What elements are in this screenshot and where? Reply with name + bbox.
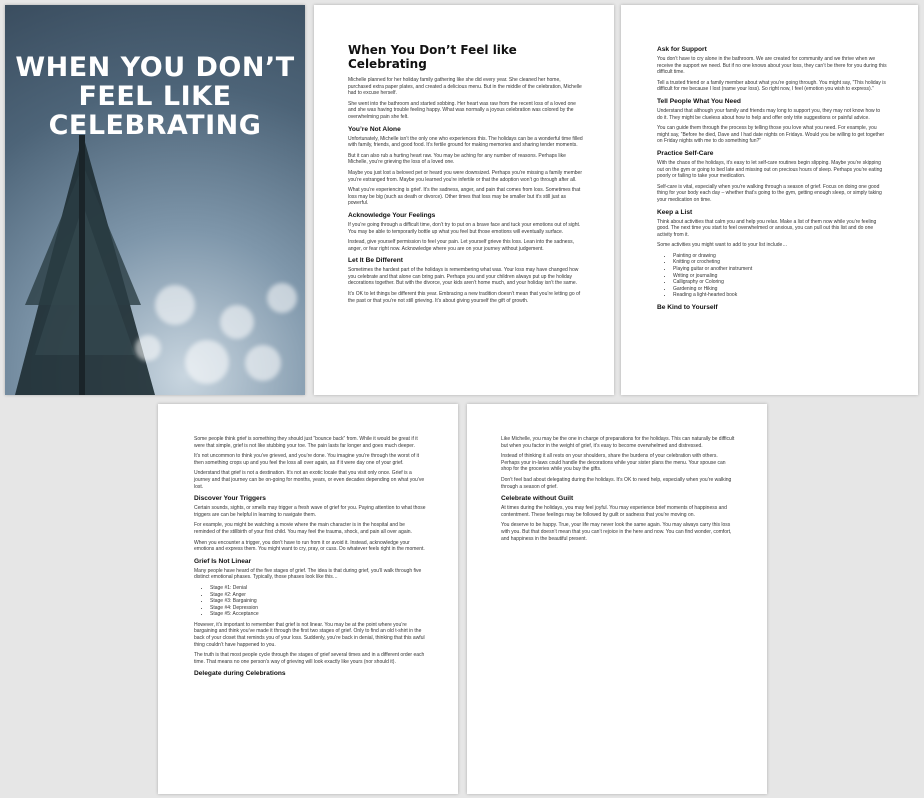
section-heading: You’re Not Alone <box>348 125 401 133</box>
paragraph: Think about activities that calm you and help you relax. Make a list of them now while you’re feeling good. The next time you start to feel overwhelmed or anxious, you can pull out this list and do one activity from it. <box>657 218 877 238</box>
list-item: • Writing or journaling <box>673 273 887 280</box>
cover-title: WHEN YOU DON’T FEEL LIKE CELEBRATING <box>15 52 295 141</box>
section-heading: Practice Self-Care <box>657 149 714 157</box>
paragraph: Understand that although your family and friends may long to support you, they may not know how to do it. They might be clueless about how to help and offer only trite suggestions or painful advice. <box>657 107 881 121</box>
section-heading: Acknowledge Your Feelings <box>348 211 436 219</box>
list-item: • Knitting or crocheting <box>673 259 887 266</box>
paragraph: With the chaos of the holidays, it’s easy to let self-care routines begin slipping. Maybe you’re skipping out on the gym or going to bed late and missing out on precious hours of sleep. Perhaps you’re eating poorly or failing to take your medication. <box>657 159 883 180</box>
paragraph: Maybe you just lost a beloved pet or heard you were downsized. Perhaps you’re missing a family member you’re estranged from. Maybe you learned you’re infertile or that the adoption won’t go through after all. <box>348 169 583 183</box>
paragraph: Instead of thinking it all rests on your shoulders, share the burdens of your celebration with others. Perhaps your in-laws could handle the decorations while your sister plans the menu. Your spouse can shop for the groceries while you buy the gifts. <box>501 453 726 473</box>
section-heading: Be Kind to Yourself <box>657 304 718 312</box>
paragraph: Self-care is vital, especially when you’re walking through a season of grief. Focus on doing one good thing for your body each day – whether that’s going to the gym, getting enough sleep, or simply taking your medication on time. <box>657 183 882 203</box>
page-1-body <box>348 77 584 304</box>
paragraph: It’s OK to let things be different this year. Embracing a new tradition doesn’t mean that you’re letting go of the past or that you’re not still grieving. It’s about giving yourself the gift of growth. <box>348 291 581 304</box>
paragraph: For example, you might be watching a movie where the main character is in the hospital and be reminded of the stillbirth of your first child. You may feel the trauma, shock, and pain all over again. <box>194 522 412 535</box>
list-item: • Stage #2: Anger <box>210 592 426 599</box>
list-item: • Calligraphy or Coloring <box>673 279 887 286</box>
paragraph: If you’re going through a difficult time, don’t try to put on a brave face and tuck your emotions out of sight. You may be able to temporarily bottle up what you feel but those emotions will eventually surface. <box>348 221 581 235</box>
page-2 <box>621 5 918 395</box>
list-item: • Playing guitar or another instrument <box>673 266 887 273</box>
paragraph: The truth is that most people cycle through the stages of grief several times and in a different order each time. That means no one person’s way of grieving will look exactly like yours (nor should it). <box>194 652 425 665</box>
paragraph: Understand that grief is not a destination. It’s not an exotic locale that you visit only once. Grief is a journey and that journey can be on-going for months, years, or even decades depending on what you’ve lost. <box>194 470 425 490</box>
paragraph: But it can also rub a hurting heart raw. You may be aching for any number of reasons. Perhaps like Michelle, you’re grieving the loss of a loved one. <box>348 152 566 166</box>
paragraph: She went into the bathroom and started sobbing. Her heart was raw from the recent loss of a loved one and she was having trouble feeling happy. What was normally a joyous celebration was colored by the overwhelming pain she felt. <box>348 100 576 120</box>
page-3 <box>158 404 458 794</box>
paragraph: What you’re experiencing is grief. It’s the sadness, anger, and pain that comes from loss. Sometimes that loss may be big (such as death or divorce). Other times that loss may be smaller but it’s still just as powerful. <box>348 187 581 207</box>
paragraph: Certain sounds, sights, or smells may trigger a fresh wave of grief for you. Paying attention to what those triggers are can be helpful in learning to navigate them. <box>194 505 426 518</box>
list-item: • Gardening or Hiking <box>673 286 887 293</box>
section-heading: Celebrate without Guilt <box>501 495 574 503</box>
paragraph: Tell a trusted friend or a family member about what you’re going through. You might say, “This holiday is difficult for me because I lost (name your loss). So right now, I feel (emotion you wish to express).” <box>657 79 886 93</box>
bullet-list <box>194 585 426 618</box>
section-heading: Ask for Support <box>657 46 707 53</box>
document-title: When You Don’t Feel like Celebrating <box>348 43 517 71</box>
paragraph: Sometimes the hardest part of the holidays is remembering what was. Your loss may have changed how you celebrate and that alone can bring pain. Perhaps you and your children always put up the holiday decorations together. But with the divorce, your kids aren’t home much, and your holiday isn’t the same. <box>348 267 579 287</box>
paragraph: Like Michelle, you may be the one in charge of preparations for the holidays. This can naturally be difficult but when you factor in the weight of grief, it’s easy to become overwhelmed and distressed. <box>501 436 735 449</box>
section-heading: Grief Is Not Linear <box>194 557 252 565</box>
paragraph: At times during the holidays, you may feel joyful. You may experience brief moments of happiness and contentment. These feelings may be followed by guilt or sadness that you’re moving on. <box>501 505 727 518</box>
list-item: • Stage #3: Bargaining <box>210 598 426 605</box>
section-heading: Let It Be Different <box>348 257 403 265</box>
paragraph: Instead, give yourself permission to feel your pain. Let yourself grieve this loss. Lean into the sadness, anger, or fear right now. Acknowledge where you are on your journey without judgement. <box>348 239 574 252</box>
section-heading: Keep a List <box>657 208 693 216</box>
list-item: • Painting or drawing <box>673 253 887 260</box>
paragraph: You can guide them through the process by telling those you love what you need. For example, you might say, “Before he died, Dave and I had date nights on Fridays. Would you be willing to get together on Friday nights with me to do something fun?” <box>657 125 885 145</box>
page-3-body <box>194 436 426 677</box>
page-4 <box>467 404 767 794</box>
paragraph: Don’t feel bad about delegating during the holidays. It’s OK to need help, especially when you’re walking through a season of grief. <box>501 476 732 490</box>
page-4-body <box>501 436 735 542</box>
paragraph: Michelle planned for her holiday family gathering like she did every year. She cleaned her home, purchased extra paper plates, and created a delicious menu. But in the middle of the celebration, Michelle had to excuse herself. <box>348 77 582 97</box>
paragraph: Some people think grief is something they should just “bounce back” from. While it would be great if it were that simple, grief is not like stubbing your toe. The pain lasts far longer and goes much deeper. <box>194 436 418 449</box>
section-heading: Delegate during Celebrations <box>194 670 286 678</box>
list-item: • Stage #1: Denial <box>210 585 426 592</box>
page-2-body <box>657 46 887 311</box>
list-item: • Reading a light-hearted book <box>673 292 887 299</box>
paragraph: Many people have heard of the five stages of grief. The idea is that during grief, you’ll walk through five distinct emotional phases. Typically, those phases look like this… <box>194 567 422 581</box>
list-item: • Stage #5: Acceptance <box>210 611 426 618</box>
paragraph: Unfortunately, Michelle isn’t the only one who experiences this. The holidays can be a wonderful time filled with family, friends, and good food. It’s fertile ground for making memories and sharing tender moments. <box>348 135 583 149</box>
paragraph: However, it’s important to remember that grief is not linear. You may be at the point where you’re bargaining and think you’ve made it through the first two stages of grief. Only to find an old t-shirt in the back of your closet that reminds you of your loss. Suddenly, you’re back in denial, thinking that this awful thing couldn’t have happened to you. <box>194 621 425 648</box>
paragraph: You deserve to be happy. True, your life may never look the same again. You may always carry this loss with you. But that doesn’t mean that you can’t rejoice in the here and now. You can find wonder, comfort, and happiness in the beautiful present. <box>501 522 732 542</box>
paragraph: Some activities you might want to add to your list include… <box>657 242 788 249</box>
paragraph: When you encounter a trigger, you don’t have to run from it or avoid it. Instead, acknowledge your emotions and express them. You might want to cry, pray, or cuss. Do whatever feels right in the moment. <box>194 539 425 553</box>
bullet-list <box>657 253 887 299</box>
page-1 <box>314 5 614 395</box>
paragraph: You don’t have to cry alone in the bathroom. We are created for community and we thrive when we receive the support we need. But if no one knows about your loss, they can’t be there for you during this difficult time. <box>657 56 887 76</box>
section-heading: Tell People What You Need <box>657 97 741 105</box>
cover-page <box>5 5 305 395</box>
section-heading: Discover Your Triggers <box>194 495 266 503</box>
paragraph: It’s not uncommon to think you’ve grieved, and you’re done. You imagine you’re through the worst of it then something crops up and you feel the loss all over again, as if it were day one of your grief. <box>194 453 420 466</box>
list-item: • Stage #4: Depression <box>210 605 426 612</box>
